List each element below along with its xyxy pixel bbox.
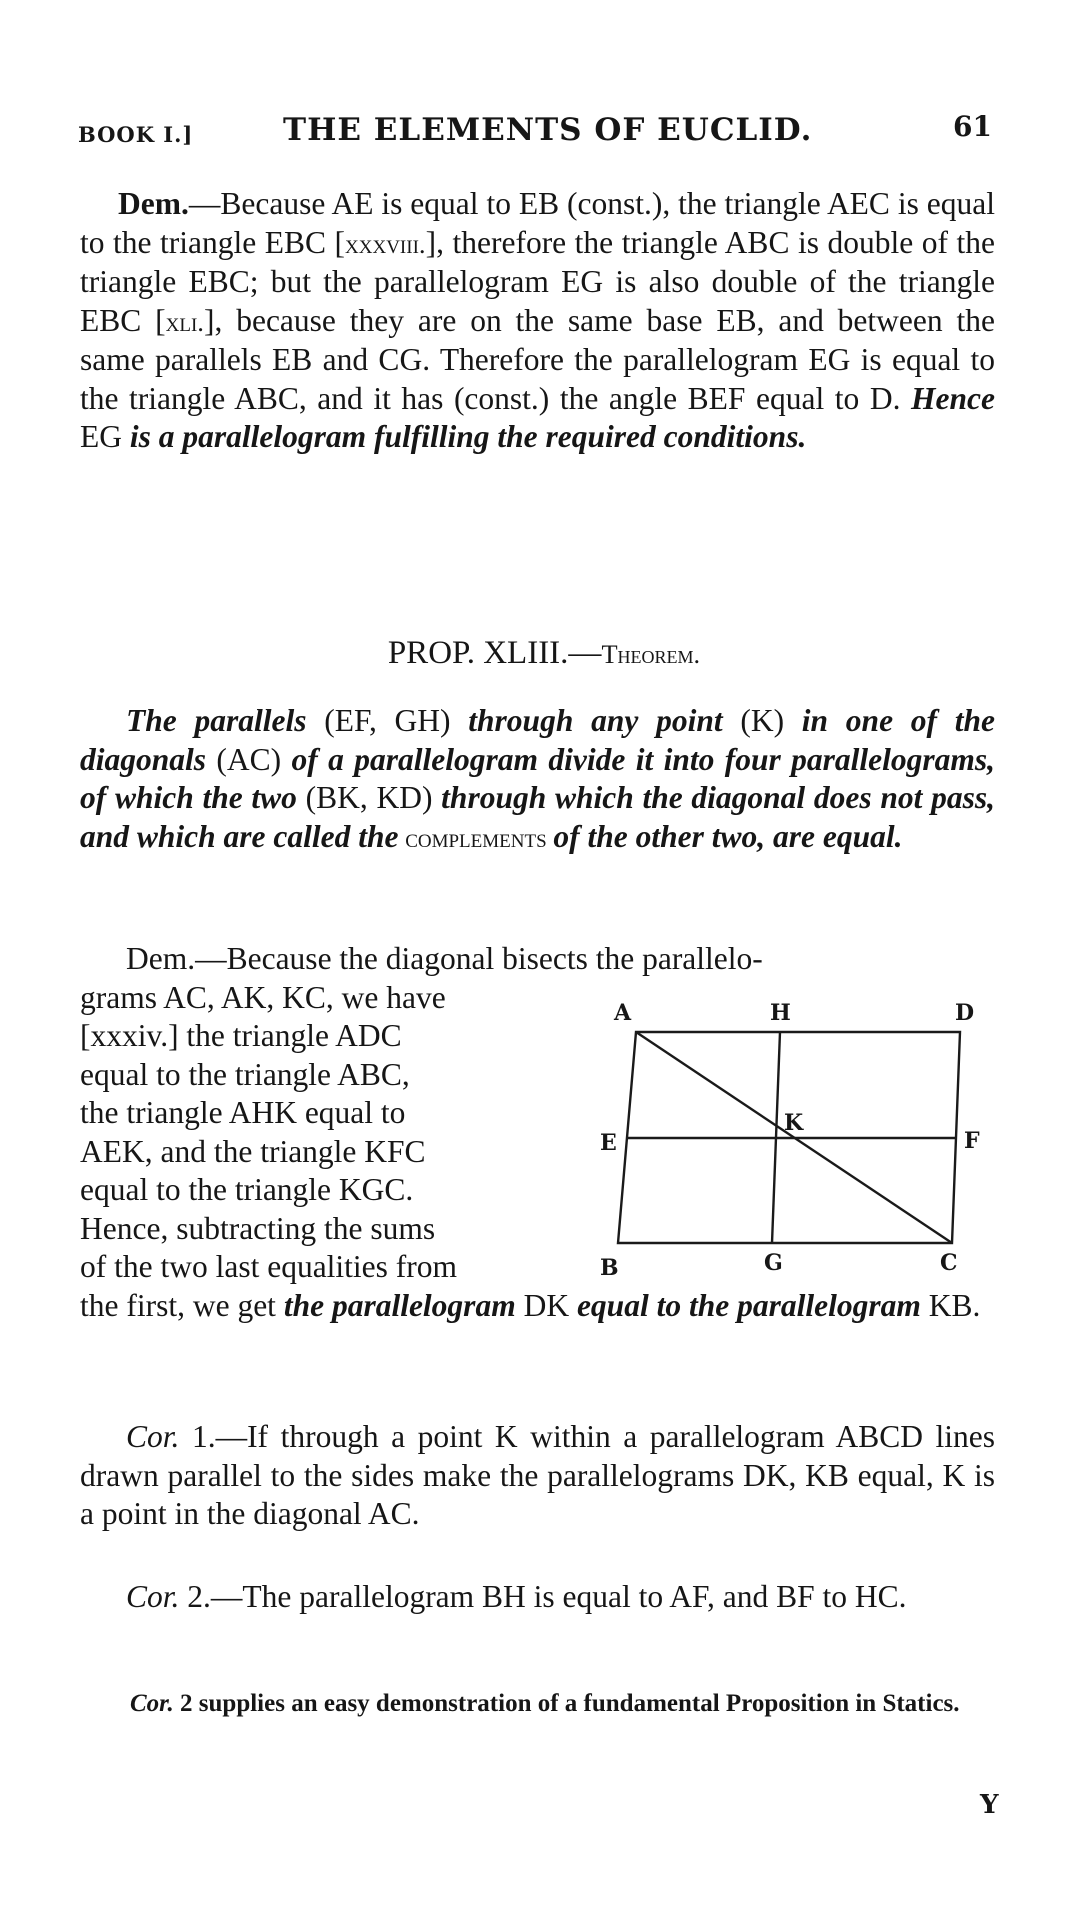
enun-roman-1: (EF, GH) bbox=[306, 703, 469, 738]
dem2-line: equal to the triangle ABC, bbox=[80, 1056, 410, 1092]
dem2-line: AEK, and the triangle KFC bbox=[80, 1133, 426, 1169]
enun-italic-3: in one of the diagonals bbox=[80, 703, 996, 777]
dem2-line: [xxxiv.] the triangle ADC bbox=[80, 1018, 402, 1053]
label-k: K bbox=[784, 1110, 804, 1136]
page-title: THE ELEMENTS OF EUCLID. bbox=[283, 112, 813, 148]
enun-roman-2: (K) bbox=[722, 703, 802, 738]
label-b: B bbox=[600, 1255, 619, 1281]
prop-kind: Theorem. bbox=[601, 639, 701, 669]
enun-italic-2: through any point bbox=[468, 703, 723, 738]
footnote bbox=[130, 1687, 1000, 1721]
cor2-text: 2.—The parallelogram BH is equal to AF, and BF to HC. bbox=[179, 1579, 907, 1614]
parallelogram-figure bbox=[600, 990, 990, 1280]
dem-text-b: ], therefore the triangle ABC is double of the triangle EBC; but the parallelogram EG is also double of the triangle EBC [ bbox=[80, 224, 996, 338]
enun-italic-5: through which the diagonal does not pass, and which are called the bbox=[80, 780, 995, 854]
note-text: 2 supplies an easy demonstration of a fundamental Proposition in Statics. bbox=[173, 1690, 960, 1717]
enun-roman-3: (AC) bbox=[206, 741, 292, 777]
dem2-line: Hence, subtracting the sums bbox=[80, 1210, 436, 1246]
label-g: G bbox=[764, 1250, 783, 1276]
dem2-tail-b: DK bbox=[515, 1287, 577, 1323]
page-number: 61 bbox=[953, 110, 992, 143]
label-f: F bbox=[964, 1128, 980, 1154]
label-d: D bbox=[955, 1000, 975, 1026]
ref-xxxviii: xxxviii. bbox=[345, 228, 426, 259]
enun-italic-4: of a parallelogram divide it into four parallelograms, of which the two bbox=[80, 741, 995, 815]
dem2-tail-italic-1: the parallelogram bbox=[283, 1287, 516, 1323]
cor1-label: Cor. bbox=[126, 1419, 180, 1454]
enun-complements: complements bbox=[398, 822, 554, 853]
conclusion-italic: is a parallelogram fulfilling the required conditions. bbox=[129, 419, 807, 454]
dem2-line: grams AC, AK, KC, we have bbox=[80, 979, 446, 1015]
label-e: E bbox=[600, 1130, 617, 1156]
corollary-1 bbox=[80, 1418, 995, 1534]
dem2-tail-a: the first, we get bbox=[80, 1287, 284, 1323]
proposition-heading bbox=[0, 635, 1088, 672]
enun-italic-1: The parallels bbox=[126, 703, 307, 738]
hence-italic: Hence bbox=[911, 380, 995, 416]
dem2-tail-c: KB. bbox=[920, 1287, 981, 1323]
signature-mark: Y bbox=[980, 1790, 999, 1820]
ref-xli: xli. bbox=[165, 306, 204, 337]
parallelogram-diagram bbox=[600, 990, 990, 1280]
label-c: C bbox=[940, 1250, 958, 1276]
dem-text-a: —Because AE is equal to EB (const.), the triangle AEC is equal to the triangle EBC [ bbox=[80, 186, 995, 260]
demonstration-paragraph-1 bbox=[80, 185, 995, 457]
dem2-line: of the two last equalities from bbox=[80, 1249, 458, 1284]
label-a: A bbox=[614, 1000, 632, 1026]
note-label: Cor. bbox=[130, 1690, 174, 1717]
dem2-line: the triangle AHK equal to bbox=[80, 1095, 406, 1130]
enun-roman-4: (BK, KD) bbox=[296, 780, 442, 815]
book-label: BOOK I.] bbox=[78, 122, 194, 147]
prop-label: PROP. XLIII.— bbox=[387, 635, 602, 671]
dem2-tail-italic-2: equal to the parallelogram bbox=[576, 1287, 921, 1323]
enunciation bbox=[80, 702, 995, 857]
dem-text-d: EG bbox=[80, 419, 130, 454]
dem2-first-line: Dem.—Because the diagonal bisects the parallelo- bbox=[126, 941, 763, 976]
corollary-2 bbox=[80, 1578, 995, 1617]
dem-label: Dem. bbox=[118, 186, 189, 221]
dem2-tail bbox=[80, 1287, 995, 1326]
running-header bbox=[78, 110, 998, 150]
cor1-text: 1.—If through a point K within a parallelogram ABCD lines drawn parallel to the sides make the parallelograms DK, KB equal, K is a point in the diagonal AC. bbox=[80, 1419, 995, 1531]
dem-text-c: ], because they are on the same base EB, and between the same parallels EB and CG. Therefore the parallelogram EG is equal to the triangle ABC, and it has (const.) the angle BEF equal to D. bbox=[80, 302, 995, 416]
label-h: H bbox=[770, 1000, 791, 1026]
dem2-line: equal to the triangle KGC. bbox=[80, 1172, 414, 1207]
enun-italic-6: of the other two, are equal. bbox=[553, 818, 903, 854]
dem2-narrow-column bbox=[80, 979, 580, 1287]
cor2-label: Cor. bbox=[126, 1579, 180, 1614]
